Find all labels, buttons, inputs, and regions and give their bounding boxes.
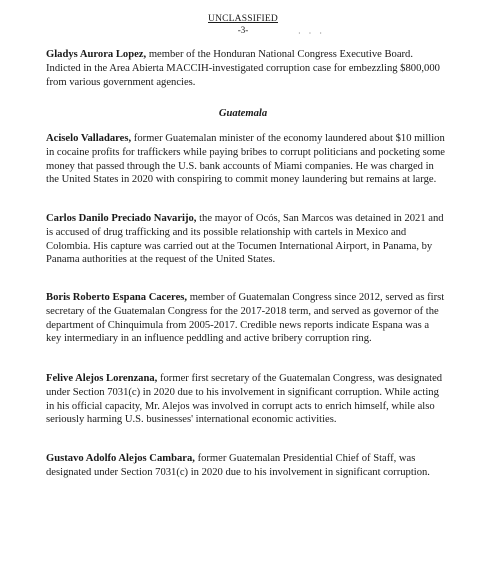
- entry-name: Aciselo Valladares,: [46, 133, 132, 144]
- entry-text: member of the Honduran National Congress Executive Board. Indicted in the Area Abierta MACCIH-investigated corruption case for embezzling $800,000 from various government agencies.: [46, 49, 440, 88]
- scan-speck: · · ·: [298, 29, 325, 38]
- entry-boris-roberto-espana-caceres: [46, 291, 446, 346]
- section-heading-guatemala: Guatemala: [218, 108, 268, 119]
- classification-marking: UNCLASSIFIED: [208, 14, 278, 24]
- page-number: -3-: [237, 25, 249, 35]
- entry-gustavo-adolfo-alejos-cambara: [46, 452, 446, 480]
- entry-name: Boris Roberto Espana Caceres,: [46, 292, 188, 303]
- entry-name: Felive Alejos Lorenzana,: [46, 373, 158, 384]
- entry-text: former first secretary of the Guatemalan Congress, was designated under Section 7031(c) in 2020 due to his involvement in significant corruption. While acting in his official capacity, Mr. Alejos was involved in corrupt acts to enrich himself, while also seriously harming U.S. businesses' international economic activities.: [46, 373, 443, 426]
- entry-name: Carlos Danilo Preciado Navarijo,: [46, 213, 197, 224]
- entry-text: former Guatemalan minister of the economy laundered about $10 million in cocaine profits for traffickers while paying bribes to corrupt politicians and pocketing some money that passed through the U.S. bank accounts of Miami companies. He was charged in the United States in 2020 with conspiring to commit money laundering but remains at large.: [46, 133, 446, 186]
- entry-text: member of Guatemalan Congress since 2012, served as first secretary of the Guatemalan Congress for the 2017-2018 term, and served as governor of the department of Chinquimula from 2005-2017. Credible news reports indicate Espana was a key intermediary in an influence peddling and active bribery corruption ring.: [46, 292, 445, 345]
- entry-name: Gustavo Adolfo Alejos Cambara,: [46, 453, 195, 464]
- entry-text: the mayor of Ocós, San Marcos was detained in 2021 and is accused of drug trafficking and its possible relationship with cartels in Mexico and Colombia. His capture was carried out at the Tocumen International Airport, in Panama, by Panama authorities at the request of the United States.: [46, 213, 444, 266]
- entry-carlos-danilo-preciado-navarijo: [46, 212, 446, 267]
- entry-aciselo-valladares: [46, 132, 446, 187]
- entry-text: former Guatemalan Presidential Chief of Staff, was designated under Section 7031(c) in 2020 due to his involvement in significant corruption.: [46, 453, 430, 478]
- entry-felive-alejos-lorenzana: [46, 372, 446, 427]
- entry-gladys-aurora-lopez: [46, 48, 446, 89]
- entry-name: Gladys Aurora Lopez,: [46, 49, 147, 60]
